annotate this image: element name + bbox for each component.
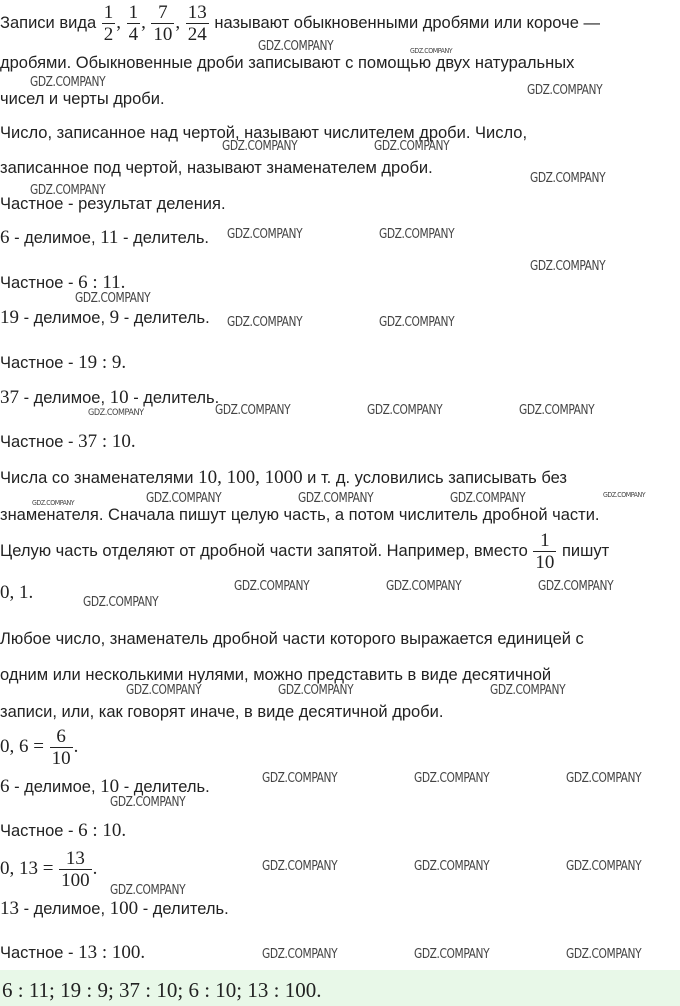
fraction-13-100: $\frac{13}{100}$ [61,848,90,891]
watermark: GDZ.COMPANY [386,579,462,594]
decimal-example: 0, 1. [0,582,34,603]
watermark: GDZ.COMPANY [88,408,144,418]
decimal-intro-line-1: Числа со знаменателями 10, 100, 1000 и т. д. условились записывать без [0,467,567,488]
fraction-6-10: $\frac{6}{10}$ [51,726,71,769]
decimal-rule-line-2: одним или несколькими нулями, можно представить в виде десятичной [0,666,552,684]
watermark: GDZ.COMPANY [530,259,606,274]
watermark: GDZ.COMPANY [519,403,595,418]
watermark: GDZ.COMPANY [126,683,202,698]
watermark: GDZ.COMPANY [566,859,642,874]
intro-line-1: Записи вида $\frac{1}{2}$ , $\frac{1}{4}$ , $\frac{7}{10}$ , $\frac{13}{24}$ называют обыкновенными дробями или короче — [0,2,600,45]
watermark: GDZ.COMPANY [603,491,646,499]
quotient-definition: Частное - результат деления. [0,195,226,213]
fraction-7-10: $\frac{7}{10}$ [153,2,173,45]
example-3-quotient: Частное - 37 : 10. [0,431,136,452]
watermark: GDZ.COMPANY [379,315,455,330]
watermark: GDZ.COMPANY [379,227,455,242]
fraction-1-4: $\frac{1}{4}$ [128,2,139,45]
watermark: GDZ.COMPANY [32,499,75,507]
watermark: GDZ.COMPANY [227,227,303,242]
watermark: GDZ.COMPANY [222,139,298,154]
fraction-1-10: $\frac{1}{10}$ [535,530,555,573]
watermark: GDZ.COMPANY [530,171,606,186]
watermark: GDZ.COMPANY [258,39,334,54]
watermark: GDZ.COMPANY [215,403,291,418]
watermark: GDZ.COMPANY [278,683,354,698]
watermark: GDZ.COMPANY [110,795,186,810]
watermark: GDZ.COMPANY [566,771,642,786]
watermark: GDZ.COMPANY [414,947,490,962]
example-2-quotient: Частное - 19 : 9. [0,352,127,373]
watermark: GDZ.COMPANY [234,579,310,594]
watermark: GDZ.COMPANY [414,771,490,786]
fraction-1-2: $\frac{1}{2}$ [103,2,114,45]
intro-line-2: дробями. Обыкновенные дроби записывают с помощью двух натуральных [0,54,575,72]
watermark: GDZ.COMPANY [30,75,106,90]
numerator-definition: Число, записанное над чертой, называют числителем дроби. Число, [0,124,528,142]
watermark: GDZ.COMPANY [527,83,603,98]
fraction-13-24: $\frac{13}{24}$ [187,2,207,45]
watermark: GDZ.COMPANY [450,491,526,506]
example-4-quotient: Частное - 6 : 10. [0,820,127,841]
example-5-equation: 0, 13 = $\frac{13}{100}$ . [0,848,98,891]
example-4-equation: 0, 6 = $\frac{6}{10}$ . [0,726,79,769]
watermark: GDZ.COMPANY [83,595,159,610]
watermark: GDZ.COMPANY [110,883,186,898]
answer-text: 6 : 11; 19 : 9; 37 : 10; 6 : 10; 13 : 100. [2,978,322,1002]
denominator-definition: записанное под чертой, называют знаменателем дроби. [0,159,433,177]
example-1-line: 6 - делимое, 11 - делитель. [0,227,210,248]
decimal-intro-line-3: Целую часть отделяют от дробной части запятой. Например, вместо $\frac{1}{10}$ пишут [0,530,610,573]
watermark: GDZ.COMPANY [262,859,338,874]
watermark: GDZ.COMPANY [367,403,443,418]
example-3-line: 37 - делимое, 10 - делитель. [0,387,220,408]
example-4-line: 6 - делимое, 10 - делитель. [0,776,210,797]
watermark: GDZ.COMPANY [298,491,374,506]
watermark: GDZ.COMPANY [414,859,490,874]
example-5-quotient: Частное - 13 : 100. [0,942,146,963]
intro-line-3: чисел и черты дроби. [0,90,165,108]
answer-box [0,970,680,1006]
example-1-quotient: Частное - 6 : 11. [0,272,126,293]
watermark: GDZ.COMPANY [566,947,642,962]
watermark: GDZ.COMPANY [410,47,453,55]
watermark: GDZ.COMPANY [75,291,151,306]
watermark: GDZ.COMPANY [146,491,222,506]
watermark: GDZ.COMPANY [538,579,614,594]
decimal-intro-line-2: знаменателя. Сначала пишут целую часть, а потом числитель дробной части. [0,506,600,524]
watermark: GDZ.COMPANY [227,315,303,330]
decimal-rule-line-3: записи, или, как говорят иначе, в виде десятичной дроби. [0,703,444,721]
watermark: GDZ.COMPANY [262,771,338,786]
example-5-line: 13 - делимое, 100 - делитель. [0,898,229,919]
watermark: GDZ.COMPANY [374,139,450,154]
watermark: GDZ.COMPANY [262,947,338,962]
example-2-line: 19 - делимое, 9 - делитель. [0,307,210,328]
decimal-rule-line-1: Любое число, знаменатель дробной части которого выражается единицей с [0,630,584,648]
watermark: GDZ.COMPANY [30,183,106,198]
watermark: GDZ.COMPANY [490,683,566,698]
